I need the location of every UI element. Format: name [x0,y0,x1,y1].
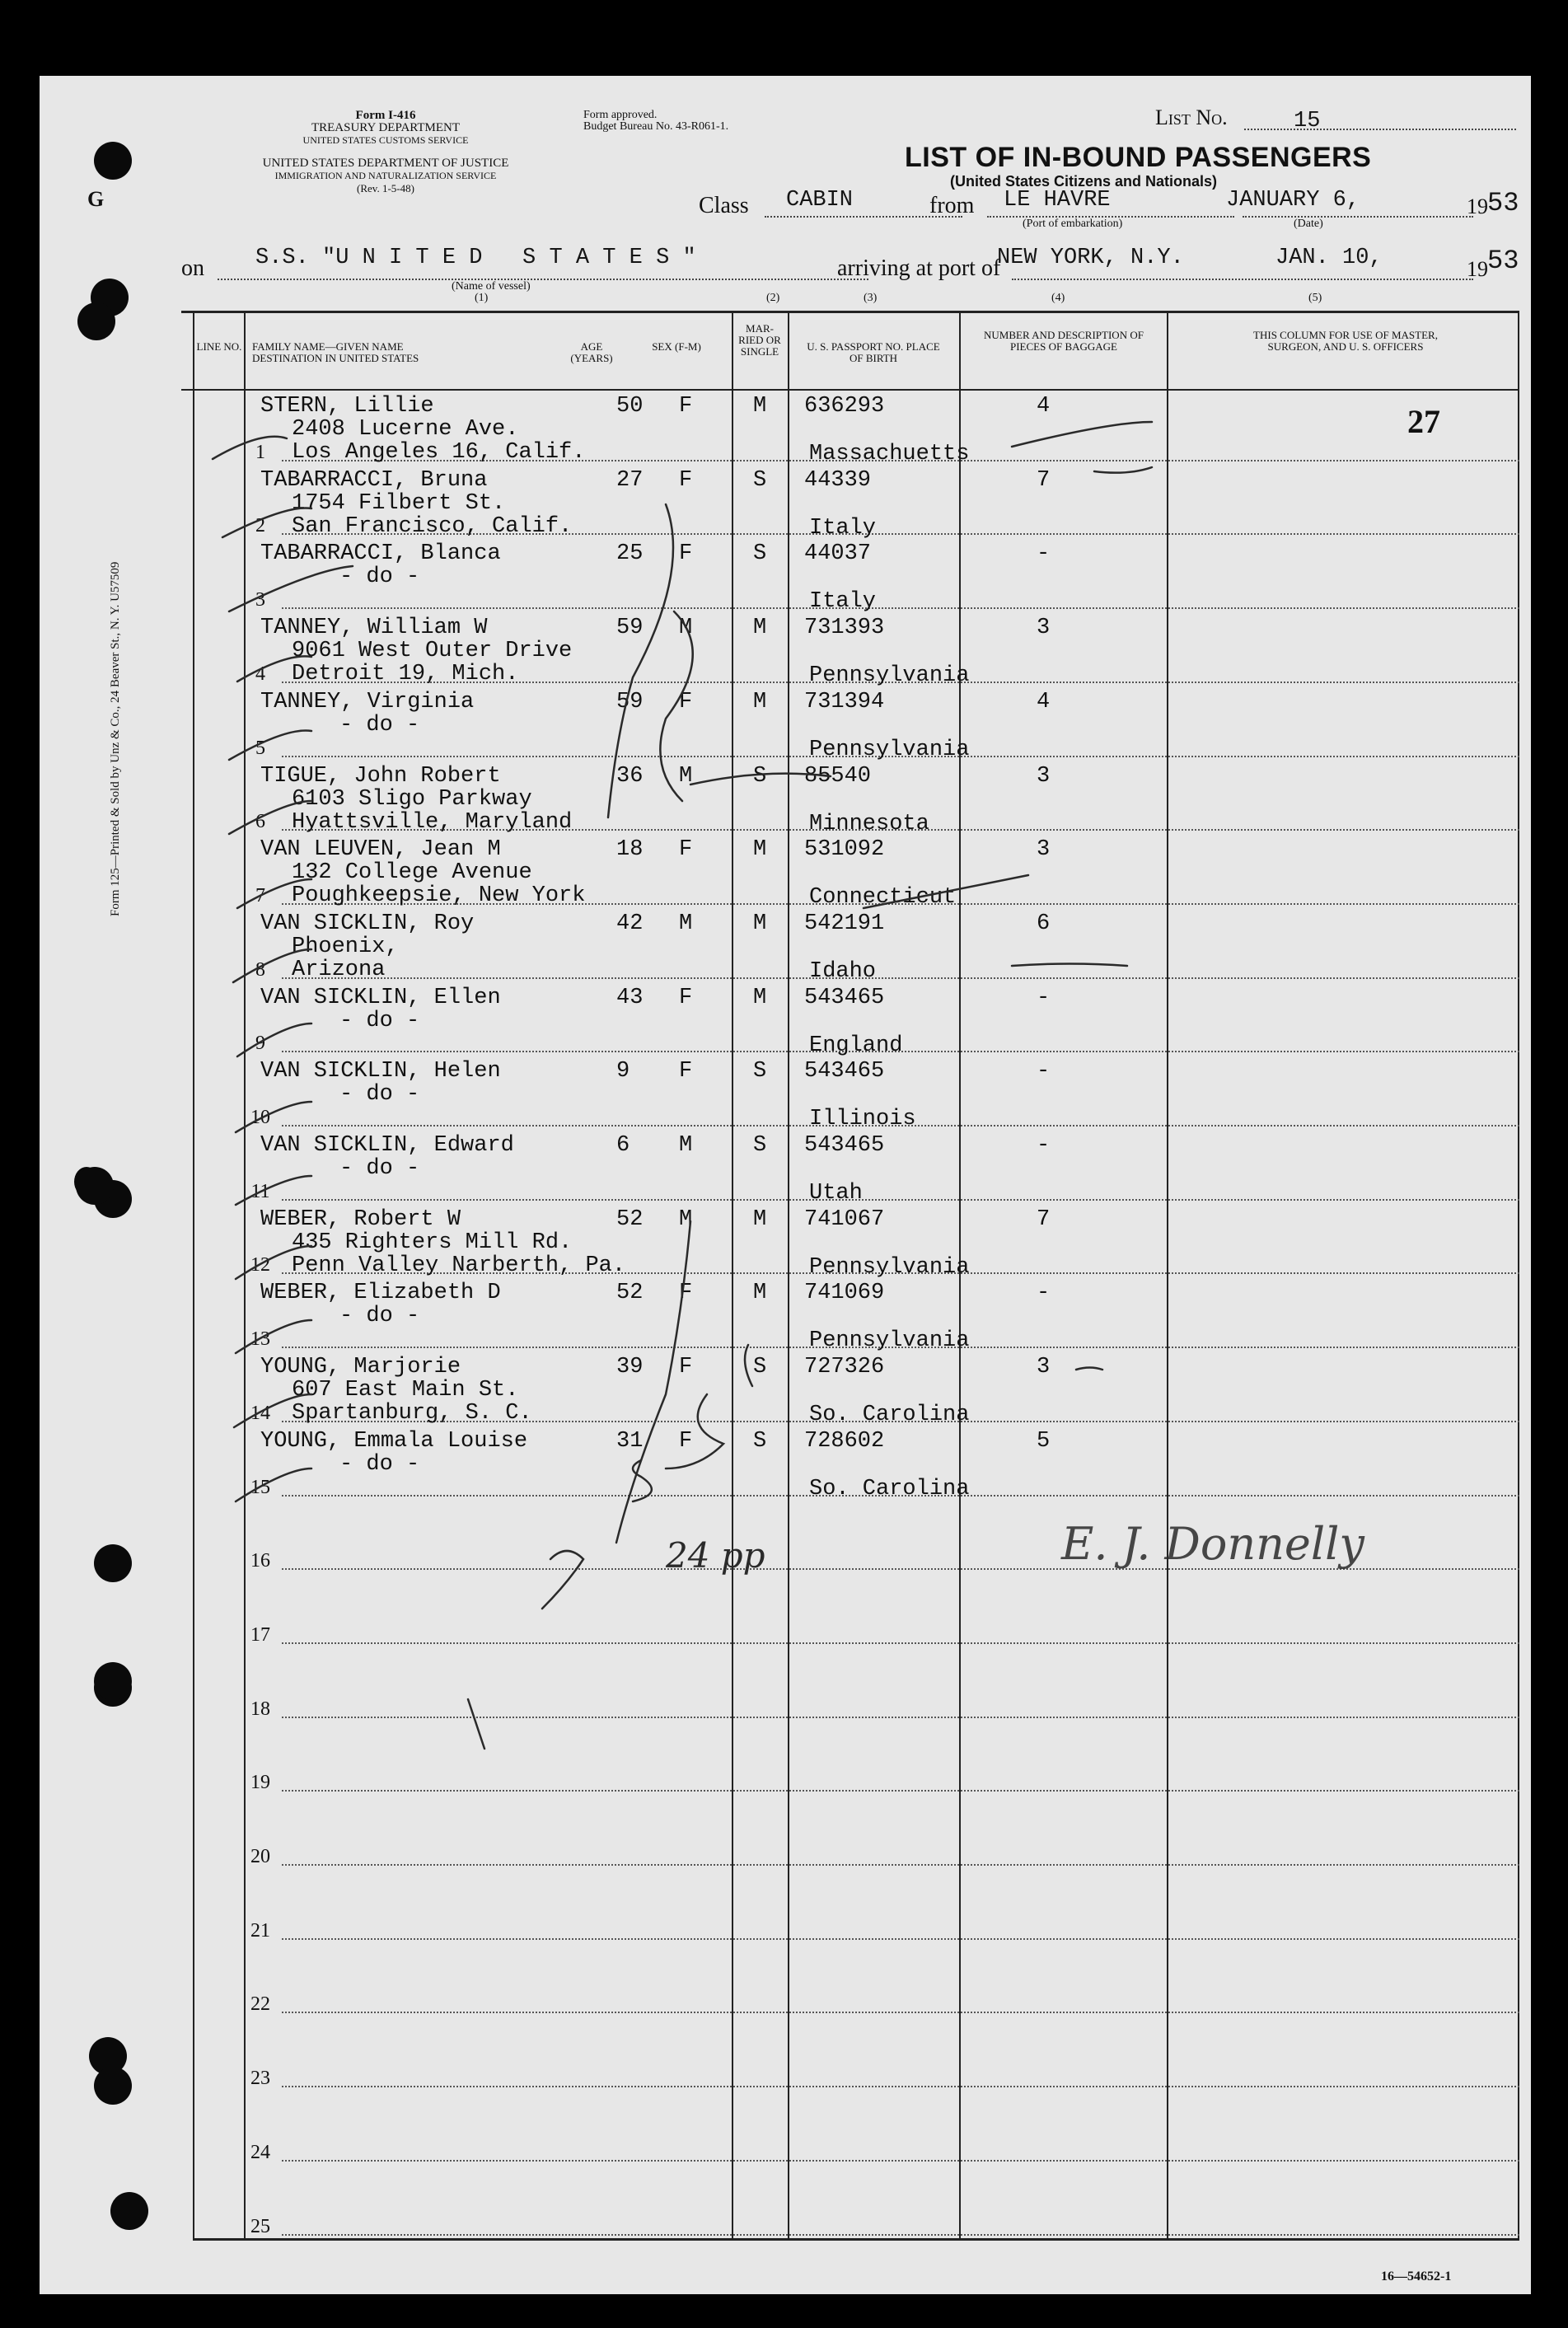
officer-signature: E. J. Donnelly [1061,1518,1364,1570]
arriving-label: arriving at port of [837,255,1001,281]
line-number: 5 [255,737,265,759]
passenger-age: 52 [616,1281,644,1306]
footer-code: 16—54652-1 [1381,2269,1452,2284]
passenger-birth: Connecticut [809,885,957,911]
budget-bureau: Budget Bureau No. 43-R061-1. [583,120,729,133]
passenger-baggage: 3 [1037,1355,1051,1380]
line-number: 20 [250,1846,270,1867]
passenger-age: 52 [616,1206,644,1232]
passenger-sex: F [679,1281,693,1306]
passenger-ms: M [753,616,767,641]
passenger-ms: M [753,911,767,936]
col-header-married: MAR-RIED OR SINGLE [738,322,781,358]
port-caption: (Port of embarkation) [1023,218,1123,230]
form-number: Form I-416 [355,109,416,122]
passenger-passport: 636293 [804,394,885,419]
passenger-birth: So. Carolina [809,1403,970,1428]
passenger-birth: Utah [809,1181,863,1206]
passenger-name: VAN SICKLIN, Roy [260,911,475,936]
passenger-name: TABARRACCI, Bruna [260,467,488,493]
line-number: 16 [250,1550,270,1572]
passenger-passport: 44339 [804,467,872,493]
passenger-sex: F [679,1428,693,1454]
passenger-name: VAN LEUVEN, Jean M [260,837,501,863]
passenger-addr1: 2408 Lucerne Ave. [292,417,519,442]
passenger-birth: Pennsylvania [809,1328,970,1354]
passenger-addr1: 6103 Sligo Parkway [292,786,532,812]
col-header-age: AGE (YEARS) [570,340,613,364]
departure-date: JANUARY 6, [1226,188,1360,213]
passenger-addr1: 132 College Avenue [292,860,532,886]
passenger-age: 31 [616,1428,644,1454]
passenger-sex: F [679,1059,693,1084]
passenger-addr2: Penn Valley Narberth, Pa. [292,1253,626,1278]
passenger-baggage: 3 [1037,763,1051,789]
passenger-addr1: - do - [339,712,420,738]
passenger-ms: S [753,1428,767,1454]
line-number: 8 [255,958,265,981]
passenger-ms: M [753,394,767,419]
passenger-sex: M [679,911,693,936]
passenger-name: TIGUE, John Robert [260,763,501,789]
col-header-officers: THIS COLUMN FOR USE OF MASTER, SURGEON, AND U. S. OFFICERS [1253,329,1438,353]
form-approved: Form approved. [583,109,658,121]
col-header-name: FAMILY NAME—GIVEN NAME DESTINATION IN UNITED STATES [252,340,419,364]
justice-dept: UNITED STATES DEPARTMENT OF JUSTICE [262,157,509,170]
handwritten-note: 24 pp [666,1535,765,1576]
passenger-sex: F [679,689,693,714]
line-number: 21 [250,1919,270,1942]
arrival-year-prefix: 19 [1467,257,1488,281]
col-header-passport: U. S. PASSPORT NO. PLACE OF BIRTH [807,340,940,364]
line-number: 7 [255,884,265,906]
passenger-baggage: 7 [1037,467,1051,493]
passenger-addr2: Hyattsville, Maryland [292,809,573,835]
margin-letter: G [87,187,105,211]
passenger-sex: F [679,837,693,863]
passenger-addr1: - do - [339,564,420,590]
passenger-age: 27 [616,467,644,493]
passenger-passport: 728602 [804,1428,885,1454]
arrival-port: NEW YORK, N.Y. [997,246,1184,270]
line-number: 15 [250,1476,270,1498]
list-no-value: 15 [1294,109,1321,133]
passenger-ms: M [753,837,767,863]
passenger-name: YOUNG, Marjorie [260,1355,461,1380]
passenger-birth: Italy [809,515,877,541]
passenger-name: VAN SICKLIN, Ellen [260,985,501,1010]
passenger-baggage: - [1037,1133,1051,1158]
passenger-passport: 543465 [804,985,885,1010]
passenger-age: 59 [616,616,644,641]
passenger-addr1: - do - [339,1304,420,1329]
passenger-passport: 727326 [804,1355,885,1380]
passenger-age: 59 [616,689,644,714]
passenger-sex: M [679,763,693,789]
passenger-addr1: - do - [339,1156,420,1181]
date-caption: (Date) [1294,218,1323,230]
passenger-birth: Pennsylvania [809,663,970,689]
passenger-age: 50 [616,394,644,419]
class-value: CABIN [786,188,854,213]
col-num-2: (2) [766,292,780,304]
passenger-addr1: 435 Righters Mill Rd. [292,1230,573,1255]
passenger-passport: 731394 [804,689,885,714]
passenger-birth: Illinois [809,1107,916,1132]
passenger-birth: Idaho [809,958,877,984]
passenger-passport: 543465 [804,1133,885,1158]
passenger-age: 39 [616,1355,644,1380]
line-number: 3 [255,589,265,611]
passenger-ms: M [753,1206,767,1232]
passenger-sex: F [679,467,693,493]
col-header-sex: SEX (F-M) [652,340,701,353]
line-number: 9 [255,1033,265,1055]
line-number: 11 [250,1180,270,1202]
passenger-name: TANNEY, William W [260,616,488,641]
col-num-4: (4) [1051,292,1065,304]
passenger-birth: England [809,1033,903,1058]
customs-service: UNITED STATES CUSTOMS SERVICE [302,134,469,146]
passenger-age: 43 [616,985,644,1010]
line-number: 25 [250,2215,270,2237]
passenger-passport: 85540 [804,763,872,789]
passenger-baggage: - [1037,1281,1051,1306]
handwriting-marks [40,76,1531,2294]
line-number: 4 [255,663,265,685]
year-value: 53 [1487,188,1519,218]
col-num-5: (5) [1308,292,1322,304]
line-number: 23 [250,2068,270,2090]
passenger-age: 25 [616,541,644,567]
on-label: on [181,255,204,281]
passenger-baggage: - [1037,985,1051,1010]
passenger-name: WEBER, Robert W [260,1206,461,1232]
passenger-ms: M [753,1281,767,1306]
arrival-year: 53 [1487,246,1519,276]
line-number: 19 [250,1772,270,1794]
list-no-label: List No. [1155,105,1228,129]
passenger-sex: M [679,1133,693,1158]
passenger-age: 6 [616,1133,630,1158]
passenger-birth: Pennsylvania [809,1254,970,1280]
vessel-caption: (Name of vessel) [452,280,531,293]
passenger-addr1: 9061 West Outer Drive [292,639,573,664]
line-number: 6 [255,811,265,833]
passenger-name: STERN, Lillie [260,394,434,419]
col-num-3: (3) [864,292,878,304]
passenger-name: VAN SICKLIN, Edward [260,1133,514,1158]
col-header-line-no: LINE NO. [196,340,242,353]
passenger-addr1: - do - [339,1451,420,1477]
passenger-passport: 543465 [804,1059,885,1084]
col-header-baggage: NUMBER AND DESCRIPTION OF PIECES OF BAGGAGE [984,329,1144,353]
line-number: 12 [250,1254,270,1276]
passenger-age: 42 [616,911,644,936]
passenger-addr1: Phoenix, [292,934,399,959]
passenger-passport: 731393 [804,616,885,641]
passenger-passport: 741067 [804,1206,885,1232]
passenger-ms: M [753,689,767,714]
col-num-1: (1) [475,292,489,304]
line-number: 1 [255,441,265,463]
passenger-ms: S [753,1133,767,1158]
line-number: 24 [250,2141,270,2163]
line-number: 17 [250,1623,270,1646]
passenger-age: 36 [616,763,644,789]
passenger-ms: S [753,1059,767,1084]
passenger-sex: F [679,394,693,419]
passenger-baggage: 4 [1037,394,1051,419]
line-number: 22 [250,1993,270,2016]
manifest-sheet [40,76,1531,2294]
passenger-addr2: Arizona [292,957,386,982]
vessel-name: S.S. "U N I T E D S T A T E S " [255,246,696,270]
arrival-date: JAN. 10, [1275,246,1383,270]
passenger-baggage: 6 [1037,911,1051,936]
passenger-sex: M [679,616,693,641]
line-number: 13 [250,1328,270,1351]
passenger-addr2: Los Angeles 16, Calif. [292,440,586,465]
officer-note: 27 [1407,403,1440,440]
passenger-passport: 542191 [804,911,885,936]
passenger-baggage: 7 [1037,1206,1051,1232]
passenger-birth: So. Carolina [809,1476,970,1501]
passenger-addr2: San Francisco, Calif. [292,513,573,539]
line-number: 18 [250,1698,270,1720]
passenger-birth: Pennsylvania [809,737,970,762]
passenger-addr2: Poughkeepsie, New York [292,883,586,909]
passenger-addr1: 1754 Filbert St. [292,490,506,516]
page-subtitle: (United States Citizens and Nationals) [950,173,1218,190]
passenger-passport: 741069 [804,1281,885,1306]
passenger-baggage: 3 [1037,616,1051,641]
passenger-name: VAN SICKLIN, Helen [260,1059,501,1084]
passenger-sex: F [679,985,693,1010]
passenger-addr2: Detroit 19, Mich. [292,662,519,687]
from-label: from [929,193,975,218]
passenger-age: 18 [616,837,644,863]
passenger-ms: S [753,1355,767,1380]
port-of-embarkation: LE HAVRE [1004,188,1111,213]
passenger-birth: Minnesota [809,811,929,836]
page-title: LIST OF IN-BOUND PASSENGERS [905,142,1372,173]
passenger-passport: 44037 [804,541,872,567]
passenger-birth: Massachuetts [809,442,970,466]
passenger-baggage: 4 [1037,689,1051,714]
line-number: 14 [250,1402,270,1424]
passenger-ms: S [753,763,767,789]
ins-service: IMMIGRATION AND NATURALIZATION SERVICE [274,170,497,181]
passenger-addr1: - do - [339,1082,420,1108]
passenger-baggage: - [1037,541,1051,567]
passenger-name: WEBER, Elizabeth D [260,1281,501,1306]
passenger-baggage: - [1037,1059,1051,1084]
form-revision: (Rev. 1-5-48) [357,182,414,194]
year-prefix: 19 [1467,194,1488,218]
printer-imprint: Form 125—Printed & Sold by Unz & Co., 24 Beaver St., N. Y. U57509 [109,561,122,916]
passenger-name: YOUNG, Emmala Louise [260,1428,528,1454]
passenger-sex: F [679,1355,693,1380]
passenger-sex: M [679,1206,693,1232]
passenger-addr1: - do - [339,1008,420,1033]
passenger-age: 9 [616,1059,630,1084]
passenger-birth: Italy [809,589,877,615]
passenger-name: TABARRACCI, Blanca [260,541,501,567]
passenger-addr2: Spartanburg, S. C. [292,1401,532,1426]
passenger-ms: S [753,467,767,493]
passenger-name: TANNEY, Virginia [260,689,475,714]
passenger-ms: S [753,541,767,567]
passenger-baggage: 5 [1037,1428,1051,1454]
class-label: Class [699,193,749,218]
passenger-passport: 531092 [804,837,885,863]
passenger-sex: F [679,541,693,567]
passenger-baggage: 3 [1037,837,1051,863]
passenger-ms: M [753,985,767,1010]
line-number: 2 [255,515,265,537]
treasury-dept: TREASURY DEPARTMENT [311,121,461,134]
passenger-addr1: 607 East Main St. [292,1378,519,1403]
line-number: 10 [250,1107,270,1128]
